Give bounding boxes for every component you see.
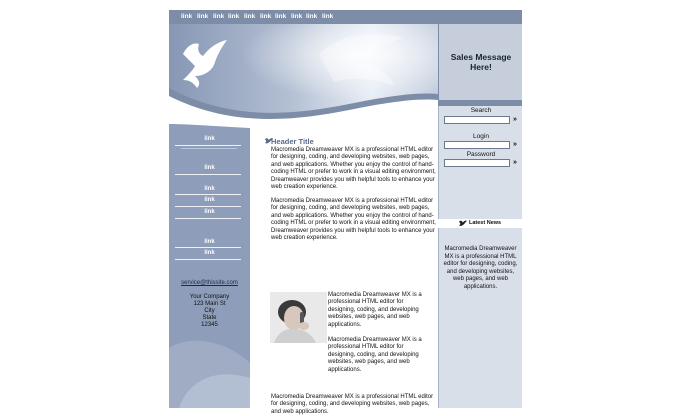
search-go-button[interactable]: » (513, 116, 517, 123)
city: City (204, 308, 215, 314)
street-address: 123 Main St (193, 301, 226, 307)
sidebar-divider (181, 148, 237, 149)
top-nav-link[interactable]: link (291, 13, 303, 20)
search-label: Search (470, 107, 492, 114)
sales-message-box (438, 24, 522, 100)
sidebar-divider (175, 206, 241, 207)
latest-news-title: Latest News (469, 220, 502, 226)
login-input[interactable] (444, 141, 510, 149)
top-nav-link[interactable]: link (260, 13, 272, 20)
top-nav-link[interactable]: link (213, 13, 225, 20)
zip-code: 12345 (201, 322, 218, 328)
body-paragraph: Macromedia Dreamweaver MX is a professional HTML editor for designing, coding, and developing websites, web pages, and web applications. Whether you enjoy the control of hand-coding HTML or prefer to work in a visual editing environment, Dreamweaver provides you with helpful tools to enhance your web creation experience. (271, 198, 436, 242)
body-paragraph: Macromedia Dreamweaver MX is a professional HTML editor for designing, coding, and developing websites, web pages, and web applications. (328, 292, 422, 328)
top-nav-link[interactable]: link (322, 13, 334, 20)
login-label: Login (473, 133, 489, 140)
body-paragraph: Macromedia Dreamweaver MX is a professional HTML editor for designing, coding, and developing websites, web pages, and web applications. (271, 394, 434, 415)
top-nav-link[interactable]: link (275, 13, 287, 20)
sidebar-link[interactable]: link (204, 250, 215, 256)
sidebar-divider (175, 174, 241, 175)
search-input[interactable] (444, 116, 510, 124)
company-name: Your Company (189, 294, 230, 300)
sidebar-link[interactable]: link (204, 239, 215, 245)
latest-news-header (438, 219, 522, 228)
state: State (202, 315, 217, 321)
main-content (250, 128, 438, 415)
email-link[interactable]: service@thissite.com (181, 280, 238, 286)
sidebar-link[interactable]: link (204, 186, 215, 192)
latest-news-body: Macromedia Dreamweaver MX is a professional HTML editor for designing, coding, and developing websites, web pages, and web applications. (443, 246, 518, 290)
top-nav-link[interactable]: link (306, 13, 318, 20)
password-go-button[interactable]: » (513, 159, 517, 166)
header-banner (169, 24, 438, 128)
page (169, 10, 522, 415)
sidebar-link[interactable]: link (204, 209, 215, 215)
left-sidebar (169, 128, 250, 408)
dove-icon (458, 220, 467, 227)
sidebar-link[interactable]: link (204, 136, 215, 142)
sidebar-link[interactable]: link (204, 197, 215, 203)
top-nav-bar (169, 10, 522, 24)
body-paragraph: Macromedia Dreamweaver MX is a professional HTML editor for designing, coding, and developing websites, web pages, and web applications. Whether you enjoy the control of hand-coding HTML or prefer to work in a visual editing environment, Dreamweaver provides you with helpful tools to enhance your web creation experience. (271, 147, 436, 191)
sidebar-divider (175, 145, 241, 146)
top-nav-link[interactable]: link (244, 13, 256, 20)
password-input[interactable] (444, 159, 510, 167)
sidebar-divider (175, 218, 241, 219)
sidebar-link[interactable]: link (204, 165, 215, 171)
sidebar-divider (175, 247, 241, 248)
login-go-button[interactable]: » (513, 141, 517, 148)
top-nav-link[interactable]: link (181, 13, 193, 20)
password-label: Password (466, 151, 496, 158)
sales-message: Sales Message Here! (450, 52, 512, 72)
sidebar-divider (175, 259, 241, 260)
top-nav-link[interactable]: link (197, 13, 209, 20)
header-title: Header Title (271, 137, 314, 146)
woman-on-phone-photo (270, 292, 327, 343)
sidebar-divider (175, 194, 241, 195)
header-banner-graphic (169, 24, 438, 128)
top-nav-link[interactable]: link (228, 13, 240, 20)
body-paragraph: Macromedia Dreamweaver MX is a professional HTML editor for designing, coding, and developing websites, web pages, and web applications. (328, 337, 422, 373)
